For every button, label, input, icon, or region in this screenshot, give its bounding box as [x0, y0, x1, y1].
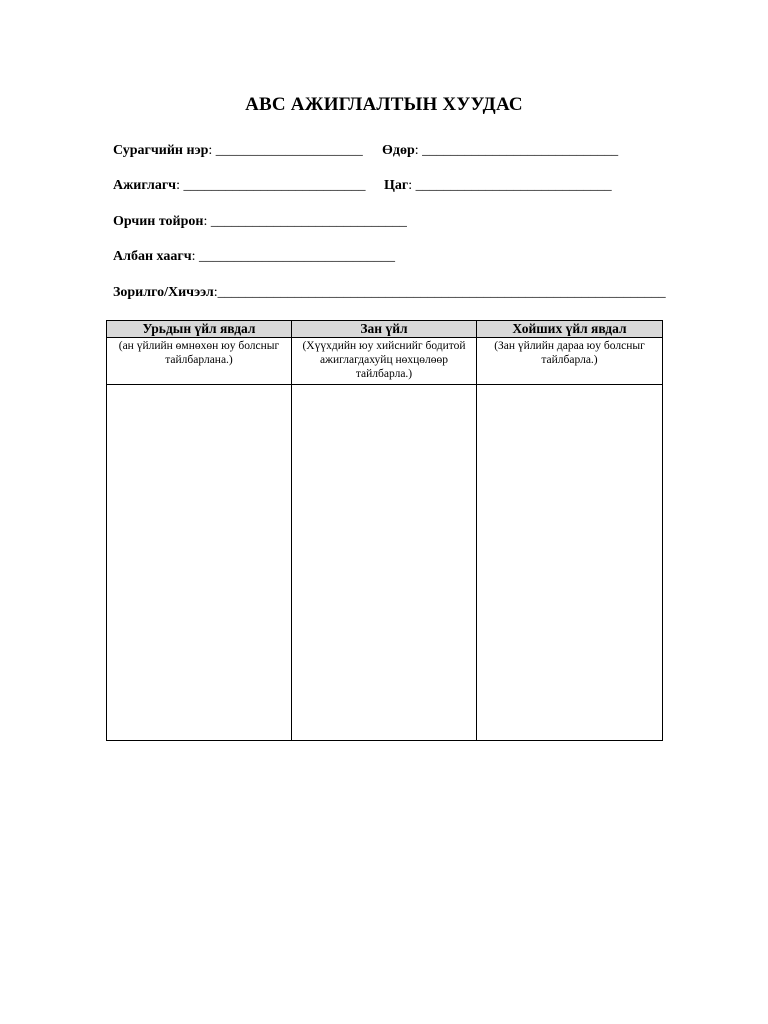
observer-blank[interactable]: __________________________: [179, 178, 366, 193]
time-label: Цаг: [384, 178, 409, 193]
goal-label: Зорилго/Хичээл: [113, 285, 214, 300]
environment-blank[interactable]: ____________________________: [207, 214, 407, 229]
environment-field[interactable]: Орчин тойрон: ____________________________: [113, 214, 407, 229]
observer-field[interactable]: Ажиглагч: __________________________: [113, 178, 366, 193]
student-name-field[interactable]: Сурагчийн нэр: _____________________: [113, 143, 363, 158]
consequence-entry-cell[interactable]: [477, 385, 663, 741]
time-field[interactable]: Цаг: ____________________________: [384, 178, 612, 193]
date-field[interactable]: Өдөр: ____________________________: [382, 143, 619, 158]
page-title: ABC АЖИГЛАЛТЫН ХУУДАС: [245, 94, 523, 115]
date-label: Өдөр: [382, 143, 415, 158]
table-header-row: [107, 321, 663, 338]
date-blank[interactable]: ____________________________: [418, 143, 619, 158]
behavior-description: (Хүүхдийн юу хийснийг бодитой ажиглагдахуйц нөхцөлөөр тайлбарла.): [292, 338, 477, 385]
student-name-label: Сурагчийн нэр: [113, 143, 209, 158]
time-blank[interactable]: ____________________________: [412, 178, 612, 193]
abc-table: [106, 320, 663, 741]
official-blank[interactable]: ____________________________: [195, 249, 395, 264]
observer-label: Ажиглагч: [113, 178, 177, 193]
environment-label: Орчин тойрон: [113, 214, 204, 229]
behavior-header: Зан үйл: [292, 321, 477, 338]
consequence-description: (Зан үйлийн дараа юу болсныг тайлбарла.): [477, 338, 663, 385]
antecedent-header: Урьдын үйл явдал: [107, 321, 292, 338]
student-name-blank[interactable]: _____________________: [212, 143, 363, 158]
official-label: Албан хаагч: [113, 249, 192, 264]
official-field[interactable]: Албан хаагч: ____________________________: [113, 249, 395, 264]
antecedent-description: (ан үйлийн өмнөхөн юу болсныг тайлбарлана.): [107, 338, 292, 385]
antecedent-entry-cell[interactable]: [107, 385, 292, 741]
goal-blank[interactable]: ________________________________________________________________: [217, 285, 666, 300]
behavior-entry-cell[interactable]: [292, 385, 477, 741]
table-entry-row[interactable]: [107, 385, 663, 741]
consequence-header: Хойших үйл явдал: [477, 321, 663, 338]
goal-field[interactable]: Зорилго/Хичээл:________________________________________________________________: [113, 285, 666, 300]
table-description-row: [107, 338, 663, 385]
